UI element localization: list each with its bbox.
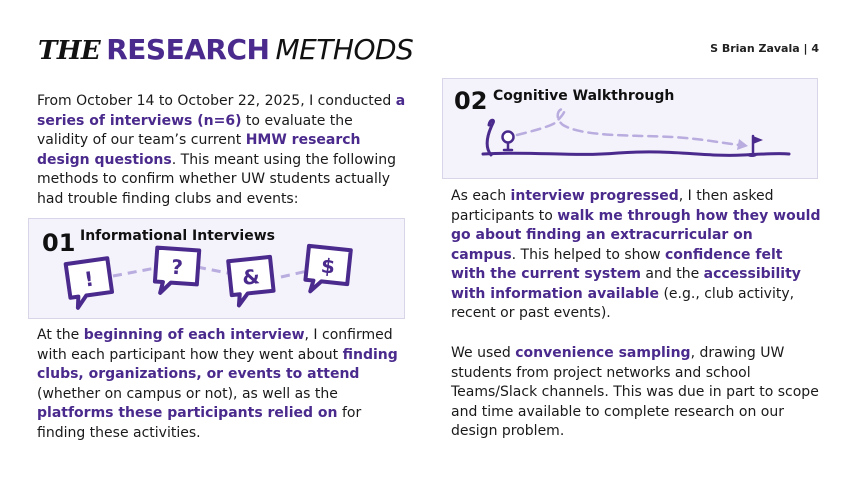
intro-paragraph: [37, 92, 407, 209]
bubble-symbol-3: &: [241, 264, 261, 290]
left-highlight-2: finding clubs, organizations, or events to attend: [37, 346, 398, 382]
card1-number: 01: [42, 229, 76, 257]
cognitive-walkthrough-card: [442, 78, 818, 179]
route-arrow-icon: [737, 139, 748, 150]
bubble-symbol-1: !: [82, 266, 96, 292]
exclamation-bubble-icon: [66, 258, 114, 308]
r2-text-2: , drawing UW students from project networks and school Teams/Slack channels. This was due in part to scope and time available to complete research on our design problem.: [451, 345, 819, 439]
intro-highlight-1: a series of interviews (n=6): [37, 93, 406, 129]
person-marker-icon: [503, 132, 514, 151]
walkthrough-path-illustration: [443, 79, 819, 180]
left-text-2: , I confirmed with each participant how they went about: [37, 327, 393, 363]
card2-number: 02: [454, 87, 488, 115]
page-title: [38, 33, 414, 66]
left-text-3: (whether on campus or not), as well as the: [37, 385, 338, 402]
question-bubble-icon: [154, 248, 199, 296]
r1-text-5: (e.g., club activity, recent or past events).: [451, 285, 795, 321]
ampersand-bubble-icon: [228, 257, 274, 306]
card2-title: Cognitive Walkthrough: [493, 88, 675, 104]
left-highlight-3: platforms these participants relied on: [37, 405, 338, 421]
r2-text-1: We used: [451, 345, 516, 361]
dashed-connector: [113, 267, 325, 277]
r1-text-3: . This helped to show: [511, 246, 665, 263]
bubble-symbol-2: ?: [170, 254, 184, 280]
start-squiggle-icon: [487, 120, 493, 155]
r1-highlight-3: confidence felt with the current system: [451, 246, 783, 282]
r1-highlight-4: accessibility with information available: [451, 266, 801, 302]
r1-highlight-2: walk me through how they would go about finding an extracurricular on campus: [451, 207, 821, 263]
intro-highlight-2: HMW research design questions: [37, 132, 361, 168]
r1-text-2: , I then asked participants to: [451, 188, 774, 224]
speech-bubbles-illustration: [29, 219, 406, 320]
left-text-1: At the: [37, 327, 84, 343]
bubble-symbol-4: $: [319, 253, 337, 279]
walkthrough-paragraph: [451, 187, 821, 324]
r2-highlight-1: convenience sampling: [515, 345, 691, 361]
author-page-label: S Brian Zavala | 4: [710, 42, 819, 55]
ground-line: [483, 152, 789, 155]
left-highlight-1: beginning of each interview: [83, 327, 305, 343]
intro-text-1: From October 14 to October 22, 2025, I conducted: [37, 93, 396, 109]
dollar-bubble-icon: [304, 246, 350, 295]
intro-text-3: . This meant using the following methods to confirm whether UW students actually had trouble finding clubs and events:: [37, 151, 396, 207]
card1-title: Informational Interviews: [80, 228, 275, 244]
informational-interviews-card: [28, 218, 405, 319]
title-research: RESEARCH: [106, 33, 270, 66]
r1-highlight-1: interview progressed: [510, 188, 679, 204]
r1-text-4: and the: [640, 266, 704, 282]
r1-text-1: As each: [451, 188, 511, 204]
interviews-paragraph: [37, 326, 409, 443]
title-the: THE: [38, 36, 101, 66]
dashed-route: [517, 109, 739, 145]
sampling-paragraph: [451, 344, 821, 442]
title-methods: METHODS: [275, 33, 414, 66]
left-text-4: for finding these activities.: [37, 405, 362, 441]
intro-text-2: to evaluate the validity of our team’s current: [37, 112, 353, 148]
